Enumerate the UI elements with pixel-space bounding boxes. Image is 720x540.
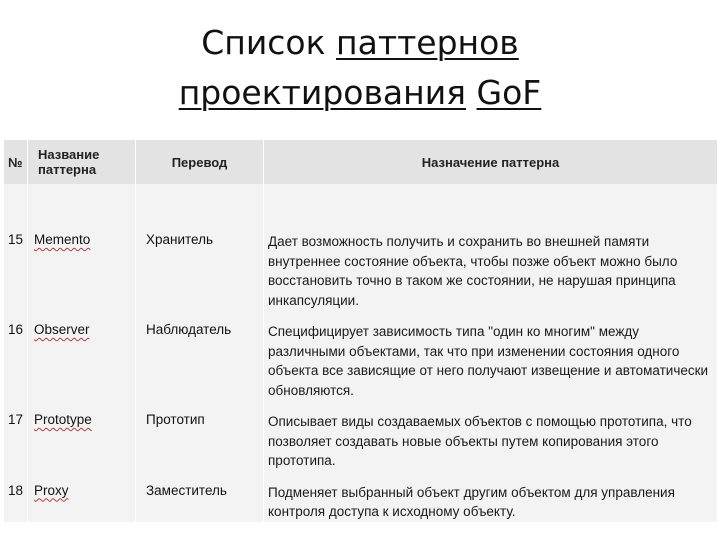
header-name: Название паттерна: [28, 140, 136, 184]
row-name: [28, 184, 136, 310]
header-translation: Перевод: [136, 140, 264, 184]
pattern-name: Memento: [34, 232, 91, 247]
row-num: 15: [4, 184, 28, 310]
row-name: [28, 320, 136, 400]
row-translation: Заместитель: [136, 481, 264, 522]
patterns-table: [3, 140, 717, 519]
title-line-1: [0, 18, 720, 68]
title-text-underlined: паттернов: [336, 23, 519, 62]
pattern-name: Observer: [34, 322, 90, 337]
table-row: [4, 481, 718, 522]
table-row: [4, 184, 718, 310]
table-row: [4, 320, 718, 400]
title-text-underlined-2: проектирования: [178, 73, 467, 112]
row-name: [28, 410, 136, 471]
pattern-name: Prototype: [34, 412, 92, 427]
row-purpose: Подменяет выбранный объект другим объектом для управления контроля доступа к исходному объекту.: [264, 481, 718, 522]
row-purpose: Специфицирует зависимость типа "один ко многим" между различными объектами, так что при изменении состояния одного объекта все зависящие от него получают извещение и автоматически обновляются.: [264, 320, 718, 400]
row-translation: Хранитель: [136, 184, 264, 310]
row-name: [28, 481, 136, 522]
row-num: 16: [4, 320, 28, 400]
row-purpose: Дает возможность получить и сохранить во внешней памяти внутреннее состояние объекта, чтобы позже объект можно было восстановить точно в таком же состоянии, не нарушая принципа инкапсуляции.: [264, 184, 718, 310]
row-num: 18: [4, 481, 28, 522]
slide-title: [0, 18, 720, 118]
title-text-plain: Список: [201, 23, 337, 62]
pattern-name: Proxy: [34, 482, 69, 498]
row-translation: Прототип: [136, 410, 264, 471]
row-translation: Наблюдатель: [136, 320, 264, 400]
row-num: 17: [4, 410, 28, 471]
title-text-gof: GoF: [476, 73, 542, 112]
header-purpose: Назначение паттерна: [264, 140, 718, 184]
table-row: [4, 410, 718, 471]
row-purpose: Описывает виды создаваемых объектов с помощью прототипа, что позволяет создавать новые объекты путем копирования этого прототипа.: [264, 410, 718, 471]
header-num: №: [4, 140, 28, 184]
title-line-2: [0, 68, 720, 118]
table-header-row: [4, 140, 718, 184]
